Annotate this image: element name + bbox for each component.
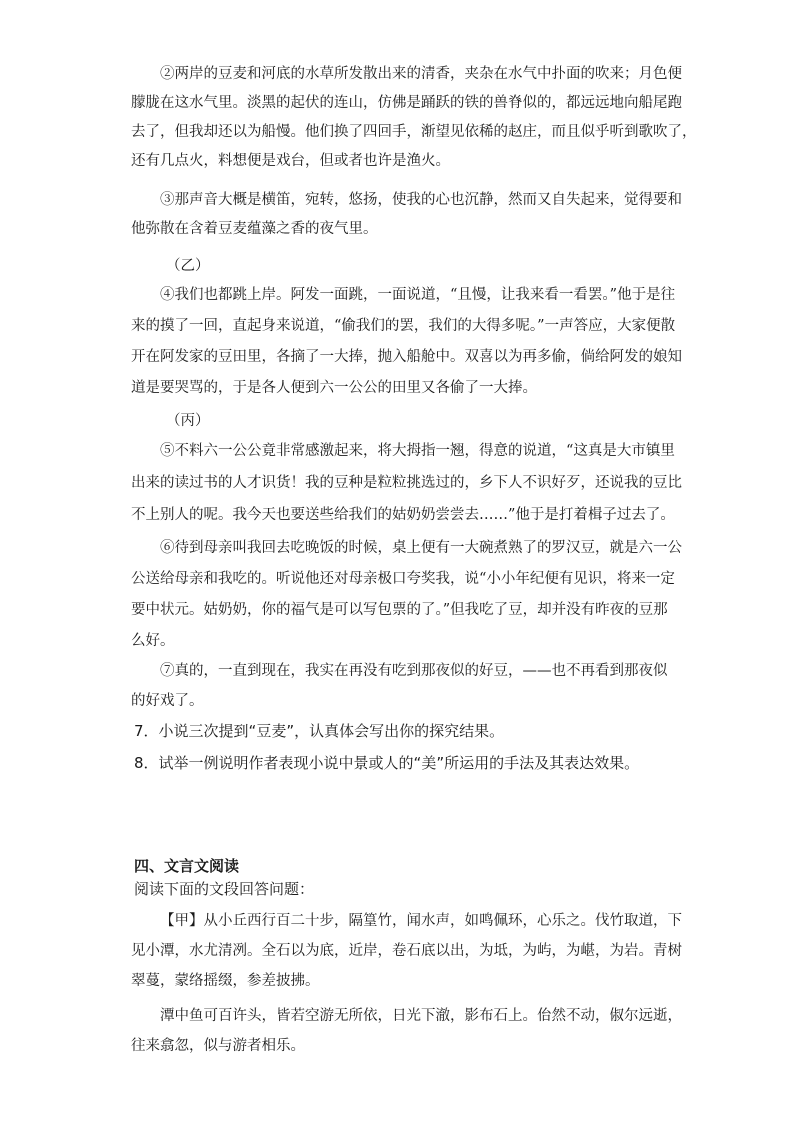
- section-marker-bing: （丙）: [166, 413, 210, 429]
- paragraph-2-line-1: ②两岸的豆麦和河底的水草所发散出来的清香，夹杂在水气中扑面的吹来；月色便: [160, 66, 682, 82]
- question-8: 8．试举一例说明作者表现小说中景或人的“美”所运用的手法及其表达效果。: [134, 754, 640, 772]
- paragraph-3-line-2: 他弥散在含着豆麦蕴藻之香的夜气里。: [131, 221, 378, 237]
- paragraph-7-line-2: 的好戏了。: [131, 693, 204, 709]
- classical-jia-line-3: 翠蔓，蒙络摇缀，参差披拂。: [131, 973, 320, 989]
- paragraph-2-line-4: 还有几点火，料想便是戏台，但或者也许是渔火。: [131, 153, 450, 169]
- paragraph-4-line-2: 来的摸了一回，直起身来说道，“偷我们的罢，我们的大得多呢。”一声答应，大家便散: [131, 318, 676, 334]
- paragraph-7-line-1: ⑦真的，一直到现在，我实在再没有吃到那夜似的好豆，——也不再看到那夜似: [160, 663, 668, 679]
- question-7: 7．小说三次提到“豆麦”，认真体会写出你的探究结果。: [134, 722, 505, 740]
- paragraph-5-line-1: ⑤不料六一公公竟非常感激起来，将大拇指一翘，得意的说道，“这真是大市镇里: [160, 443, 675, 459]
- paragraph-6-line-3: 要中状元。姑奶奶，你的福气是可以写包票的了。”但我吃了豆，却并没有昨夜的豆那: [131, 602, 668, 618]
- paragraph-6-line-1: ⑥待到母亲叫我回去吃晚饭的时候，桌上便有一大碗煮熟了的罗汉豆，就是六一公: [160, 540, 682, 556]
- paragraph-4-line-3: 开在阿发家的豆田里，各摘了一大捧，抛入船舱中。双喜以为再多偷，倘给阿发的娘知: [131, 349, 682, 365]
- paragraph-2-line-3: 去了，但我却还以为船慢。他们换了四回手，渐望见依稀的赵庄，而且似乎听到歌吹了，: [131, 124, 697, 140]
- paragraph-5-line-2: 出来的读过书的人才识货！我的豆种是粒粒挑选过的，乡下人不识好歹，还说我的豆比: [131, 475, 682, 491]
- section-heading-classical-reading: 四、文言文阅读: [134, 857, 240, 875]
- classical-jia-line-1: 【甲】从小丘西行百二十步，隔篁竹，闻水声，如鸣佩环，心乐之。伐竹取道，下: [160, 913, 682, 929]
- paragraph-5-line-3: 不上别人的呢。我今天也要送些给我们的姑奶奶尝尝去……”他于是打着楫子过去了。: [131, 507, 675, 523]
- paragraph-4-line-4: 道是要哭骂的，于是各人便到六一公公的田里又各偷了一大捧。: [131, 380, 537, 396]
- section-marker-yi: （乙）: [166, 258, 210, 274]
- paragraph-6-line-4: 么好。: [131, 633, 175, 649]
- paragraph-4-line-1: ④我们也都跳上岸。阿发一面跳，一面说道，“且慢，让我来看一看罢。”他于是往: [160, 287, 676, 303]
- section-instruction: 阅读下面的文段回答问题：: [134, 880, 315, 898]
- classical-jia-line-2: 见小潭，水尤清冽。全石以为底，近岸，卷石底以出，为坻，为屿，为嵁，为岩。青树: [131, 943, 682, 959]
- paragraph-3-line-1: ③那声音大概是横笛，宛转，悠扬，使我的心也沉静，然而又自失起来，觉得要和: [160, 192, 682, 208]
- paragraph-2-line-2: 朦胧在这水气里。淡黑的起伏的连山，仿佛是踊跃的铁的兽脊似的，都远远地向船尾跑: [131, 95, 682, 111]
- classical-paragraph-2-line-1: 潭中鱼可百许头，皆若空游无所依，日光下澈，影布石上。佁然不动，俶尔远逝，: [160, 1008, 682, 1024]
- paragraph-6-line-2: 公送给母亲和我吃的。听说他还对母亲极口夸奖我，说“小小年纪便有见识，将来一定: [131, 571, 675, 587]
- classical-paragraph-2-line-2: 往来翕忽，似与游者相乐。: [131, 1038, 305, 1054]
